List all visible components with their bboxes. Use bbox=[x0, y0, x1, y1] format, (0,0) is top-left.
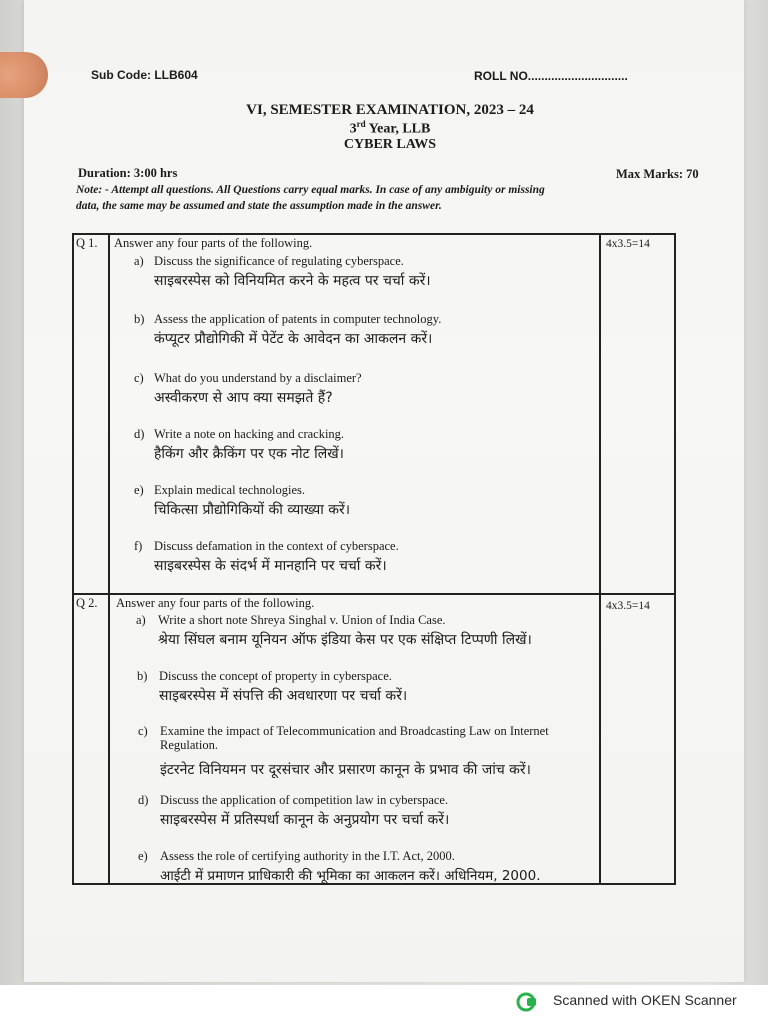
part-english: Write a note on hacking and cracking. bbox=[154, 427, 345, 441]
part-label: f) bbox=[134, 539, 143, 553]
question-marks: 4x3.5=14 bbox=[606, 600, 650, 612]
part-label: e) bbox=[134, 483, 144, 497]
duration: Duration: 3:00 hrs bbox=[78, 166, 178, 180]
part-hindi: इंटरनेट विनियमन पर दूरसंचार और प्रसारण कानून के प्रभाव की जांच करें। bbox=[160, 762, 531, 778]
part-english: Discuss the concept of property in cyberspace. bbox=[159, 669, 392, 683]
part-english: Discuss the significance of regulating cyberspace. bbox=[154, 254, 404, 268]
question-marks: 4x3.5=14 bbox=[606, 238, 650, 250]
part-english: Assess the role of certifying authority in the I.T. Act, 2000. bbox=[160, 849, 455, 863]
part-hindi: कंप्यूटर प्रौद्योगिकी में पेटेंट के आवेदन का आकलन करें। bbox=[154, 331, 433, 347]
part-english: Discuss defamation in the context of cyberspace. bbox=[154, 539, 399, 553]
question-number: Q 2. bbox=[76, 596, 98, 610]
part-hindi: चिकित्सा प्रौद्योगिकियों की व्याख्या करें। bbox=[154, 502, 351, 518]
max-marks: Max Marks: 70 bbox=[616, 167, 699, 181]
part-english: Assess the application of patents in computer technology. bbox=[154, 312, 442, 326]
part-english: Discuss the application of competition law in cyberspace. bbox=[160, 793, 449, 807]
finger-edge bbox=[0, 52, 48, 98]
roll-no: ROLL NO.............................. bbox=[474, 69, 628, 83]
exam-title: VI, SEMESTER EXAMINATION, 2023 – 24 bbox=[246, 102, 534, 118]
subject-title: CYBER LAWS bbox=[343, 137, 437, 152]
part-label: d) bbox=[134, 427, 145, 441]
part-label: d) bbox=[138, 793, 149, 807]
note-line-1: Note: - Attempt all questions. All Questions carry equal marks. In case of any ambiguity or missing bbox=[76, 184, 545, 196]
part-label: a) bbox=[136, 613, 146, 627]
part-english: Examine the impact of Telecommunication and Broadcasting Law on Internet bbox=[160, 724, 549, 738]
question-number: Q 1. bbox=[76, 236, 98, 250]
question-instruction: Answer any four parts of the following. bbox=[114, 236, 313, 250]
oken-scanner-logo-icon bbox=[516, 992, 538, 1012]
note-line-2: data, the same may be assumed and state the assumption made in the answer. bbox=[76, 200, 442, 212]
part-label: b) bbox=[137, 669, 148, 683]
part-label: c) bbox=[138, 724, 148, 738]
part-hindi: श्रेया सिंघल बनाम यूनियन ऑफ इंडिया केस पर एक संक्षिप्त टिप्पणी लिखें। bbox=[158, 632, 532, 648]
sub-code: Sub Code: LLB604 bbox=[91, 68, 198, 82]
year-line: 3rd Year, LLB bbox=[349, 119, 431, 137]
part-hindi: साइबरस्पेस के संदर्भ में मानहानि पर चर्चा करें। bbox=[154, 558, 387, 574]
part-hindi: साइबरस्पेस में प्रतिस्पर्धा कानून के अनुप्रयोग पर चर्चा करें। bbox=[160, 812, 450, 828]
part-english: What do you understand by a disclaimer? bbox=[154, 371, 362, 385]
part-hindi: साइबरस्पेस को विनियमित करने के महत्व पर चर्चा करें। bbox=[154, 273, 431, 289]
scanner-watermark: Scanned with OKEN Scanner bbox=[553, 992, 737, 1008]
question-instruction: Answer any four parts of the following. bbox=[116, 596, 315, 610]
part-english: Explain medical technologies. bbox=[154, 483, 305, 497]
part-hindi: अस्वीकरण से आप क्या समझते हैं? bbox=[154, 390, 333, 406]
part-english-continued: Regulation. bbox=[160, 738, 218, 752]
part-hindi: आईटी में प्रमाणन प्राधिकारी की भूमिका का आकलन करें। अधिनियम, 2000. bbox=[160, 868, 541, 884]
part-label: a) bbox=[134, 254, 144, 268]
part-english: Write a short note Shreya Singhal v. Union of India Case. bbox=[158, 613, 446, 627]
part-label: b) bbox=[134, 312, 145, 326]
part-label: e) bbox=[138, 849, 148, 863]
part-hindi: हैकिंग और क्रैकिंग पर एक नोट लिखें। bbox=[154, 446, 344, 462]
part-label: c) bbox=[134, 371, 144, 385]
part-hindi: साइबरस्पेस में संपत्ति की अवधारणा पर चर्चा करें। bbox=[159, 688, 408, 704]
